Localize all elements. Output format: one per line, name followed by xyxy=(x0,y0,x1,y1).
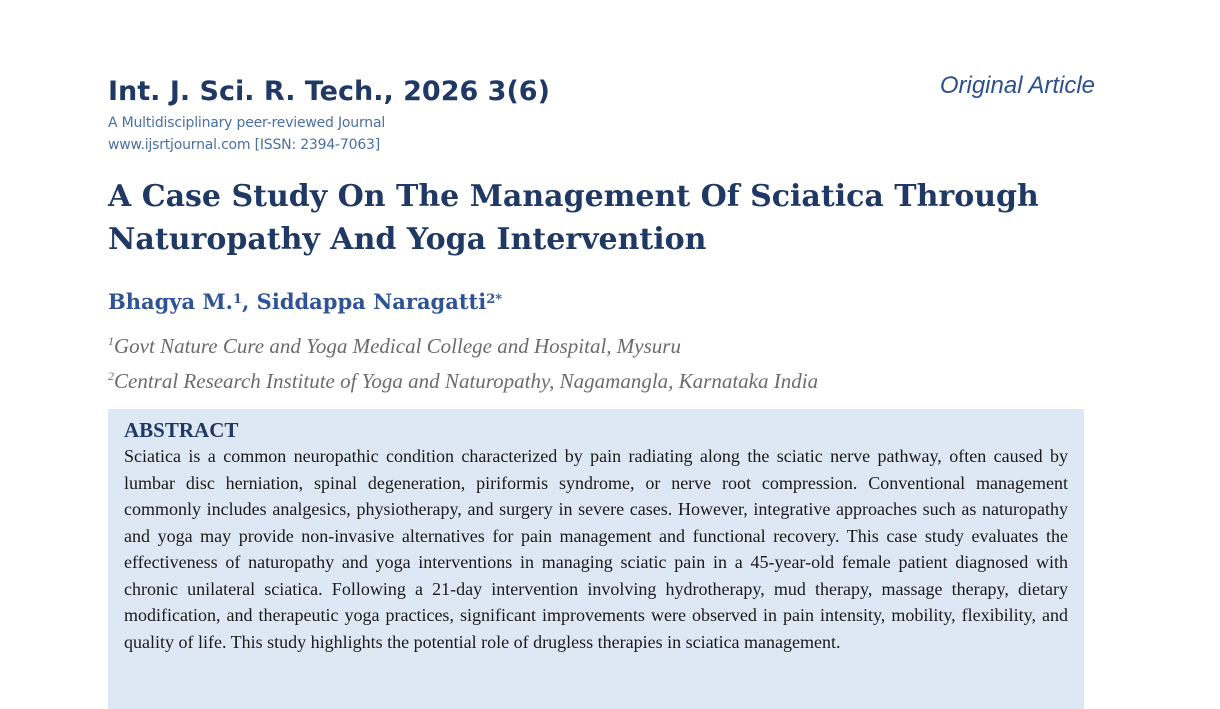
article-type-label: Original Article xyxy=(939,72,1095,99)
author-name: Siddappa Naragatti xyxy=(256,289,487,314)
abstract-box xyxy=(108,409,1084,709)
author-affiliation-mark: 2* xyxy=(486,292,503,307)
affiliation-text: Govt Nature Cure and Yoga Medical College and Hospital, Mysuru xyxy=(114,334,681,358)
journal-website: www.ijsrtjournal.com [ISSN: 2394-7063] xyxy=(108,137,380,153)
journal-header xyxy=(108,72,808,156)
author-separator: , xyxy=(242,289,257,314)
author-list xyxy=(108,284,502,318)
affiliation-item xyxy=(108,326,818,361)
affiliation-list xyxy=(108,326,818,396)
affiliation-item xyxy=(108,361,818,396)
affiliation-mark: 1 xyxy=(108,334,114,348)
author-name: Bhagya M. xyxy=(108,289,233,314)
affiliation-text: Central Research Institute of Yoga and Naturopathy, Nagamangla, Karnataka India xyxy=(114,369,819,393)
paper-title: A Case Study On The Management Of Sciatica Through Naturopathy And Yoga Intervention xyxy=(108,179,1039,257)
abstract-heading: ABSTRACT xyxy=(124,418,239,442)
author-affiliation-mark: 1 xyxy=(233,292,243,307)
affiliation-mark: 2 xyxy=(108,369,114,383)
abstract-body: Sciatica is a common neuropathic condition characterized by pain radiating along the sciatic nerve pathway, often caused by lumbar disc herniation, spinal degeneration, piriformis syndrome, or nerve root compression. Conventional management commonly includes analgesics, physiotherapy, and surgery in severe cases. However, integrative approaches such as naturopathy and yoga may provide non-invasive alternatives for pain management and functional recovery. This case study evaluates the effectiveness of naturopathy and yoga interventions in managing sciatic pain in a 45-year-old female patient diagnosed with chronic unilateral sciatica. Following a 21-day intervention involving hydrotherapy, mud therapy, massage therapy, dietary modification, and therapeutic yoga practices, significant improvements were observed in pain intensity, mobility, flexibility, and quality of life. This study highlights the potential role of drugless therapies in sciatica management. xyxy=(124,446,1068,652)
journal-title: Int. J. Sci. R. Tech., 2026 3(6) xyxy=(108,76,550,107)
journal-subtitle: A Multidisciplinary peer-reviewed Journal xyxy=(108,115,386,131)
